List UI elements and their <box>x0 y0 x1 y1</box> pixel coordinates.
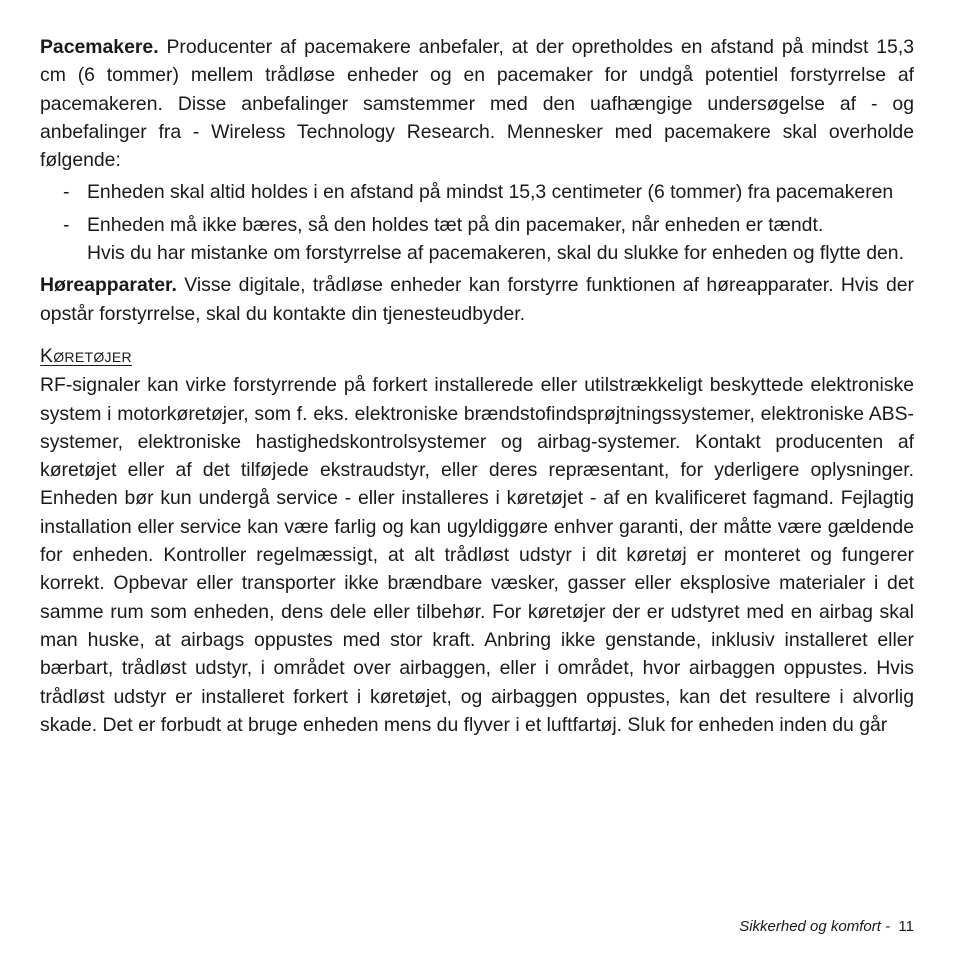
dash-bullet: - <box>63 213 70 236</box>
page-number: 11 <box>898 918 914 935</box>
section-heading-vehicles: Køretøjer <box>40 344 132 367</box>
page-content <box>40 33 914 739</box>
pacemaker-text: Producenter af pacemakere anbefaler, at der opretholdes en afstand på mindst 15,3 cm (6 tommer) mellem trådløse enheder og en pacemaker for undgå potentiel forstyrrelse af pacemakeren. Disse anbefalinger samstemmer med den uafhængige undersøgelse af - og anbefalinger fra - Wireless Technology Research. Mennesker med pacemakere skal overholde følgende: <box>40 36 915 172</box>
list-item <box>40 178 914 206</box>
hearing-text: Visse digitale, trådløse enheder kan forstyrre funktionen af høreapparater. Hvis der opstår forstyrrelse, skal du kontakte din tjenesteudbyder. <box>40 274 914 325</box>
pacemaker-paragraph <box>40 33 914 174</box>
pacemaker-list <box>40 178 914 267</box>
hearing-paragraph <box>40 271 914 328</box>
list-item-text: Enheden må ikke bæres, så den holdes tæt på din pacemaker, når enheden er tændt. <box>87 213 824 236</box>
pacemaker-title: Pacemakere. <box>40 36 159 58</box>
vehicles-paragraph: RF-signaler kan virke forstyrrende på forkert installerede eller utilstrækkeligt beskyttede elektroniske system i motorkøretøjer, som f. eks. elektroniske brændstofindsprøjtningssystemer, elektroniske ABS-systemer, elektroniske hastighedskontrolsystemer og airbag-systemer. Kontakt producenten af køretøjet eller af det tilføjede ekstraudstyr, eller deres repræsentant, for yderligere oplysninger. Enheden bør kun undergå service - eller installeres i køretøjet - af en kvalificeret fagmand. Fejlagtig installation eller service kan være farlig og kan ugyldiggøre enhver garanti, der måtte være gældende for enheden. Kontroller regelmæssigt, at alt trådløst udstyr i dit køretøj er monteret og fungerer korrekt. Opbevar eller transporter ikke brændbare væsker, gasser eller eksplosive materialer i det samme rum som enheden, dens dele eller tilbehør. For køretøjer der er udstyret med en airbag skal man huske, at airbags oppustes med stor kraft. Anbring ikke genstande, inklusiv installeret eller bærbart, trådløst udstyr, i området over airbaggen, eller i området, hvor airbaggen oppustes. Hvis trådløst udstyr er installeret forkert i køretøjet, og airbaggen oppustes, kan det resultere i alvorlig skade. Det er forbudt at bruge enheden mens du flyver i et luftfartøj. Sluk for enheden inden du går <box>40 374 914 736</box>
list-item <box>40 211 914 268</box>
footer-section-title: Sikkerhed og komfort - <box>739 918 899 935</box>
hearing-title: Høreapparater. <box>40 274 177 297</box>
page-footer <box>739 917 914 937</box>
list-item-text: Enheden skal altid holdes i en afstand på mindst 15,3 centimeter (6 tommer) fra pacemakeren <box>87 181 894 204</box>
list-item-extra-text: Hvis du har mistanke om forstyrrelse af pacemakeren, skal du slukke for enheden og flytte den. <box>87 242 904 265</box>
dash-bullet: - <box>63 181 70 204</box>
